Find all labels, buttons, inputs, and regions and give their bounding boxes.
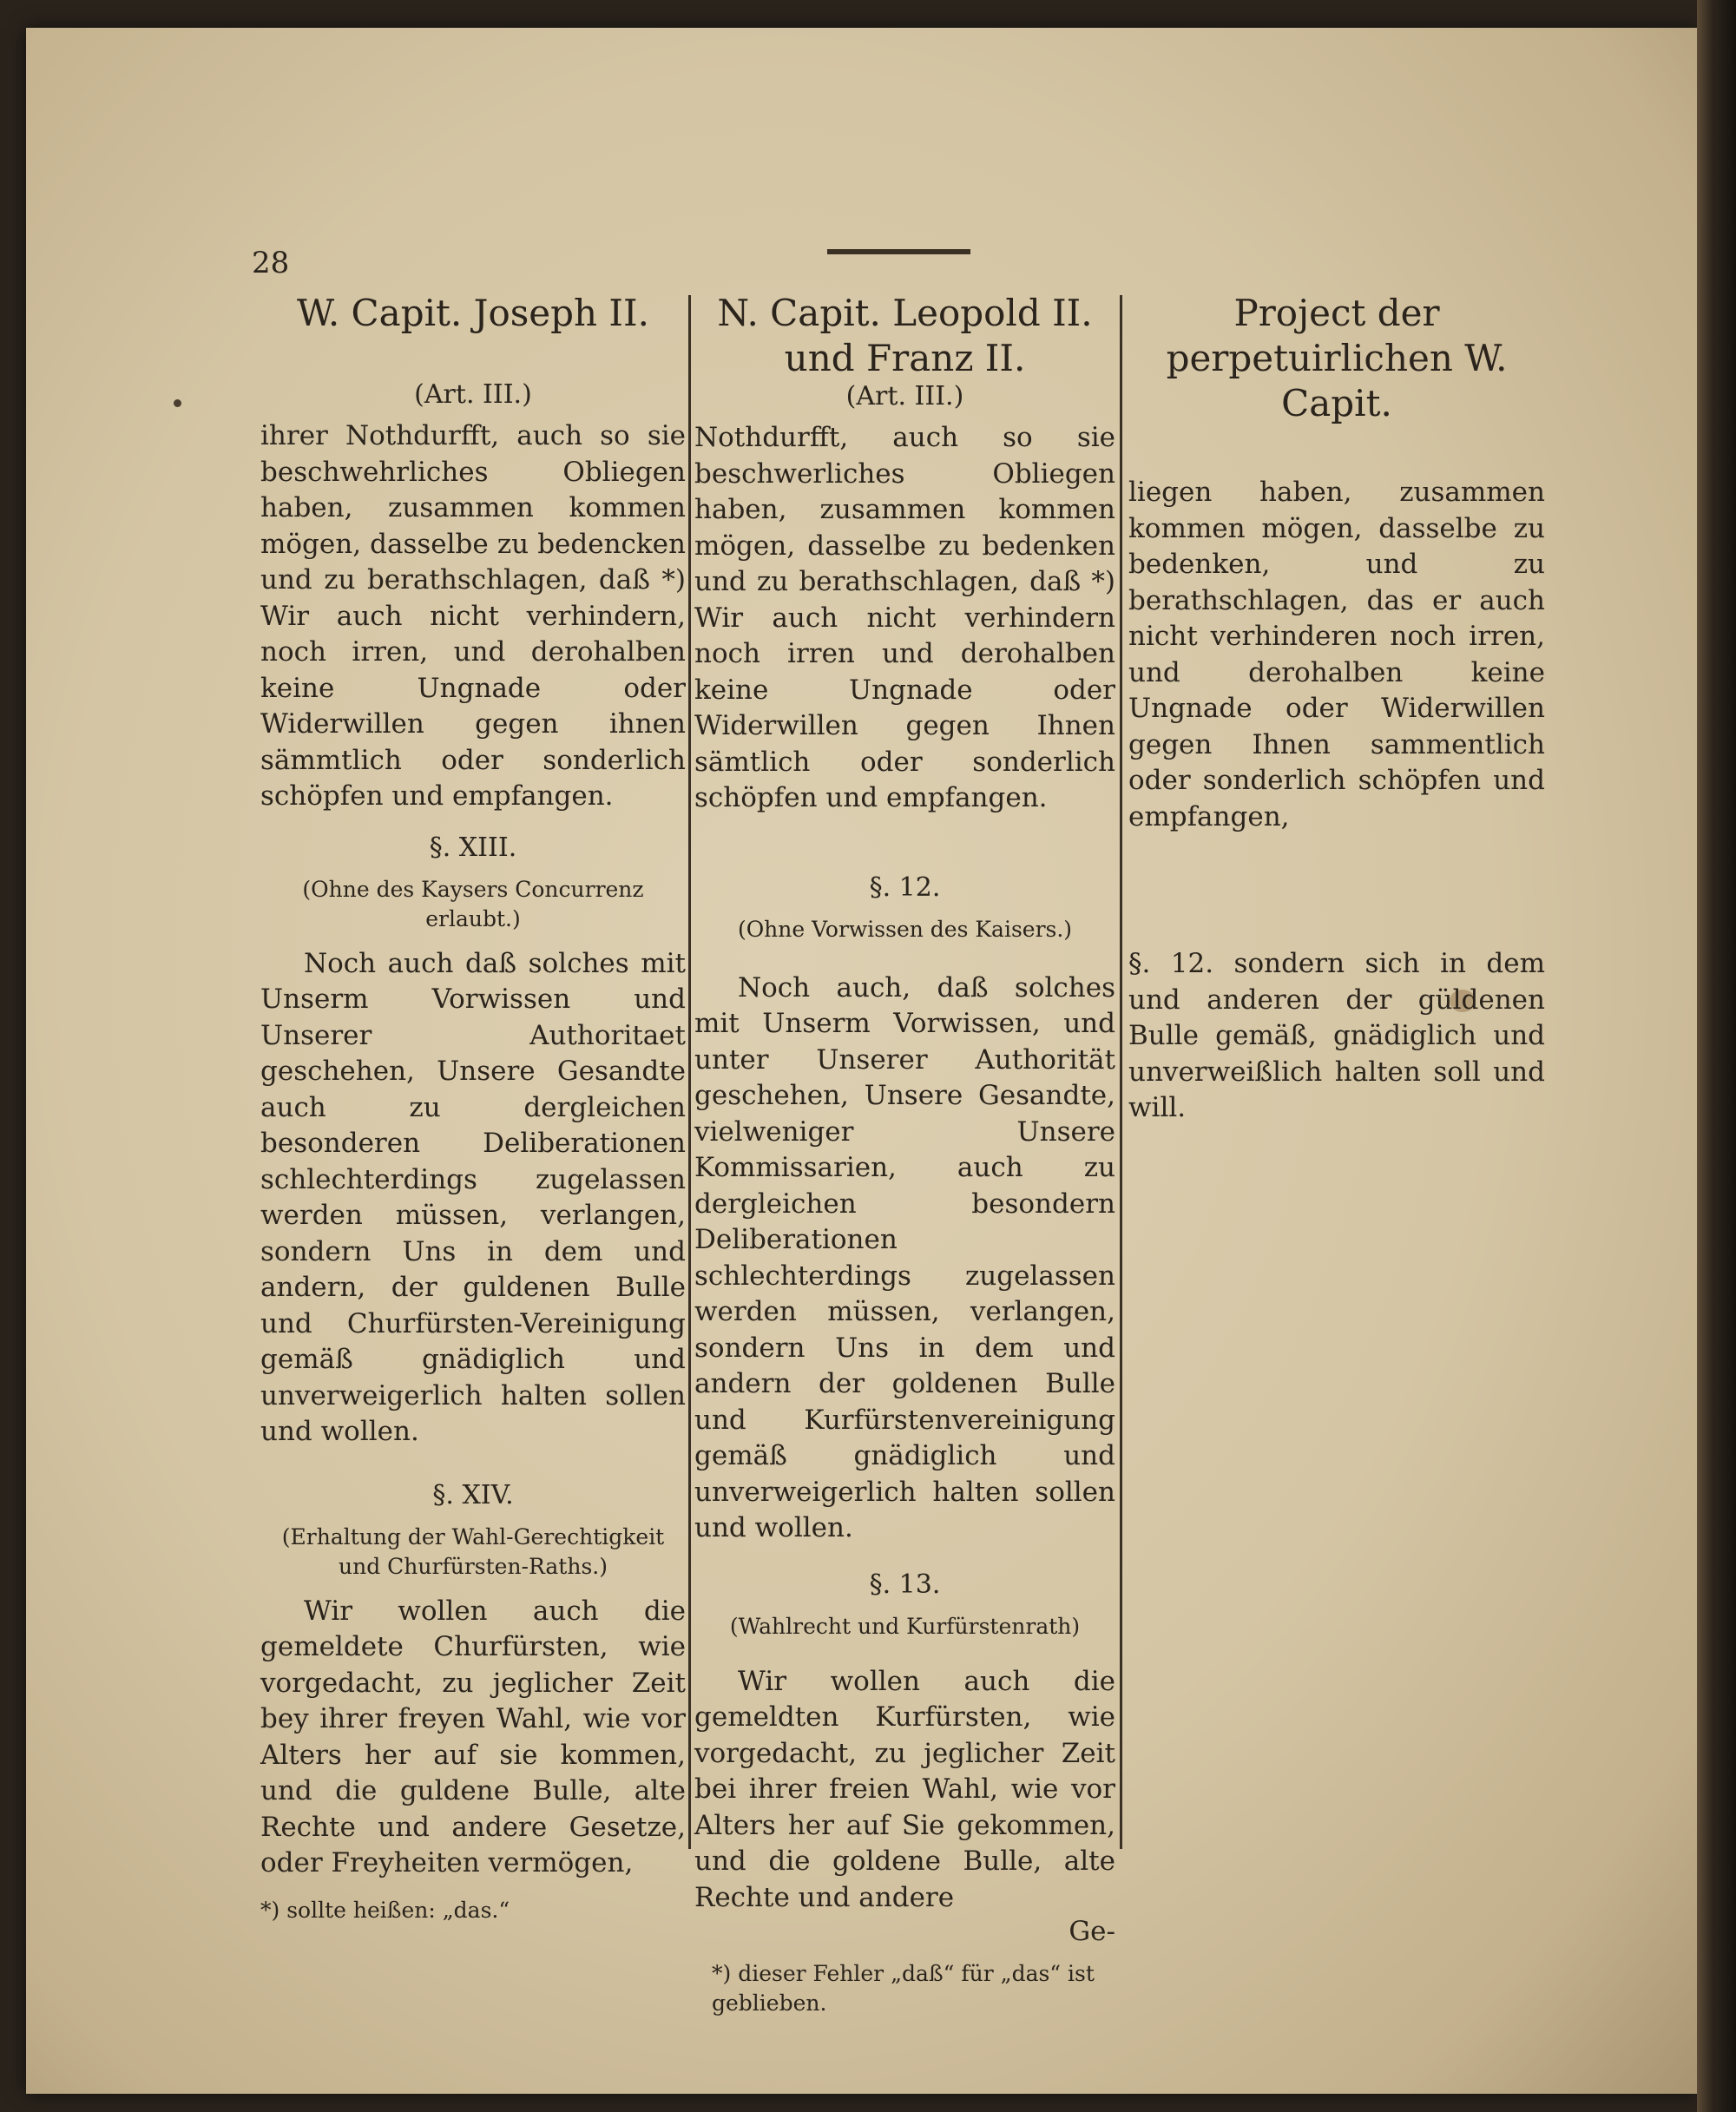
ink-spot <box>174 399 181 407</box>
column-divider-2 <box>1120 295 1122 1849</box>
column-leopold <box>694 291 1115 2018</box>
book-spine <box>1697 0 1736 2112</box>
paragraph: Noch auch, daß solches mit Unserm Vorwissen, und unter Unserer Authorität geschehen, Unsere Gesandte, vielweniger Unsere Kommissarien, auch zu dergleichen besondern Deliberationen schlechterdings zugelassen werden müssen, verlangen, sondern Uns in dem und andern der goldenen Bulle und Kurfürstenvereinigung gemäß gnädiglich und unverweigerlich halten sollen und wollen. <box>694 971 1115 1543</box>
section-number: §. XIII. <box>429 832 517 863</box>
paragraph: §. 12. sondern sich in dem und anderen der güldenen Bulle gemäß, gnädiglich und unverweißlich halten soll und will. <box>1128 948 1545 1123</box>
paragraph: Wir wollen auch die gemeldete Churfürsten, wie vorgedacht, zu jeglicher Zeit bey ihrer freyen Wahl, wie vor Alters her auf sie kommen, und die guldene Bulle, alte Rechte und andere Gesetze, oder Freyheiten vermögen, <box>260 1595 686 1878</box>
paragraph: Wir wollen auch die gemeldten Kurfürsten, wie vorgedacht, zu jeglicher Zeit bei ihrer freien Wahl, wie vor Alters her auf Sie gekommen, und die goldene Bulle, alte Rechte und andere <box>694 1665 1115 1913</box>
footnote: *) dieser Fehler „daß“ für „das“ ist geblieben. <box>712 1961 1095 2016</box>
header-rule <box>827 249 970 254</box>
article-label: (Art. III.) <box>414 379 532 410</box>
section-number: §. 13. <box>869 1569 941 1600</box>
section-subtitle: (Ohne Vorwissen des Kaisers.) <box>737 916 1073 942</box>
column-divider-1 <box>688 295 691 1849</box>
page-number: 28 <box>252 246 290 280</box>
column-project <box>1128 291 1545 1127</box>
section-subtitle: (Wahlrecht und Kurfürstenrath) <box>729 1613 1081 1639</box>
article-label: (Art. III.) <box>845 381 964 411</box>
section-subtitle: (Erhaltung der Wahl-Gerechtigkeit und Churfürsten-Raths.) <box>281 1523 665 1579</box>
paragraph: Noch auch daß solches mit Unserm Vorwissen und Unserer Authoritaet geschehen, Unsere Gesandte auch zu dergleichen besonderen Deliberationen schlechterdings zugelassen werden müssen, verlangen, sondern Uns in dem und andern, der guldenen Bulle und Churfürsten-Vereinigung gemäß gnädiglich und unverweigerlich halten sollen und wollen. <box>260 947 686 1447</box>
section-number: §. 12. <box>869 872 941 903</box>
paragraph: liegen haben, zusammen kommen mögen, dasselbe zu bedenken, und zu berathschlagen, das er auch nicht verhinderen noch irren, und derohalben keine Ungnade oder Widerwillen gegen Ihnen sammentlich oder sonderlich schöpfen und empfangen, <box>1128 477 1545 832</box>
paragraph: Nothdurfft, auch so sie beschwerliches Obliegen haben, zusammen kommen mögen, dasselbe zu bedenken und zu berathschlagen, daß *) Wir auch nicht verhindern noch irren und derohalben keine Ungnade oder Widerwillen gegen Ihnen sämtlich oder sonderlich schöpfen und empfangen. <box>694 422 1115 813</box>
column-joseph <box>260 291 686 1925</box>
section-number: §. XIV. <box>432 1479 514 1510</box>
column-heading: Project der perpetuirlichen W. Capit. <box>1166 292 1508 424</box>
catchword: Ge- <box>1069 1916 1115 1947</box>
section-subtitle: (Ohne des Kaysers Concurrenz erlaubt.) <box>302 876 644 931</box>
footnote: *) sollte heißen: „das.“ <box>260 1897 510 1923</box>
column-heading: N. Capit. Leopold II. und Franz II. <box>717 292 1093 379</box>
paragraph: ihrer Nothdurfft, auch so sie beschwehrliches Obliegen haben, zusammen kommen mögen, dasselbe zu bedencken und zu berathschlagen, daß *) Wir auch nicht verhindern, noch irren, und derohalben keine Ungnade oder Widerwillen gegen ihnen sämmtlich oder sonderlich schöpfen und empfangen. <box>260 420 686 812</box>
column-heading: W. Capit. Joseph II. <box>297 292 649 334</box>
